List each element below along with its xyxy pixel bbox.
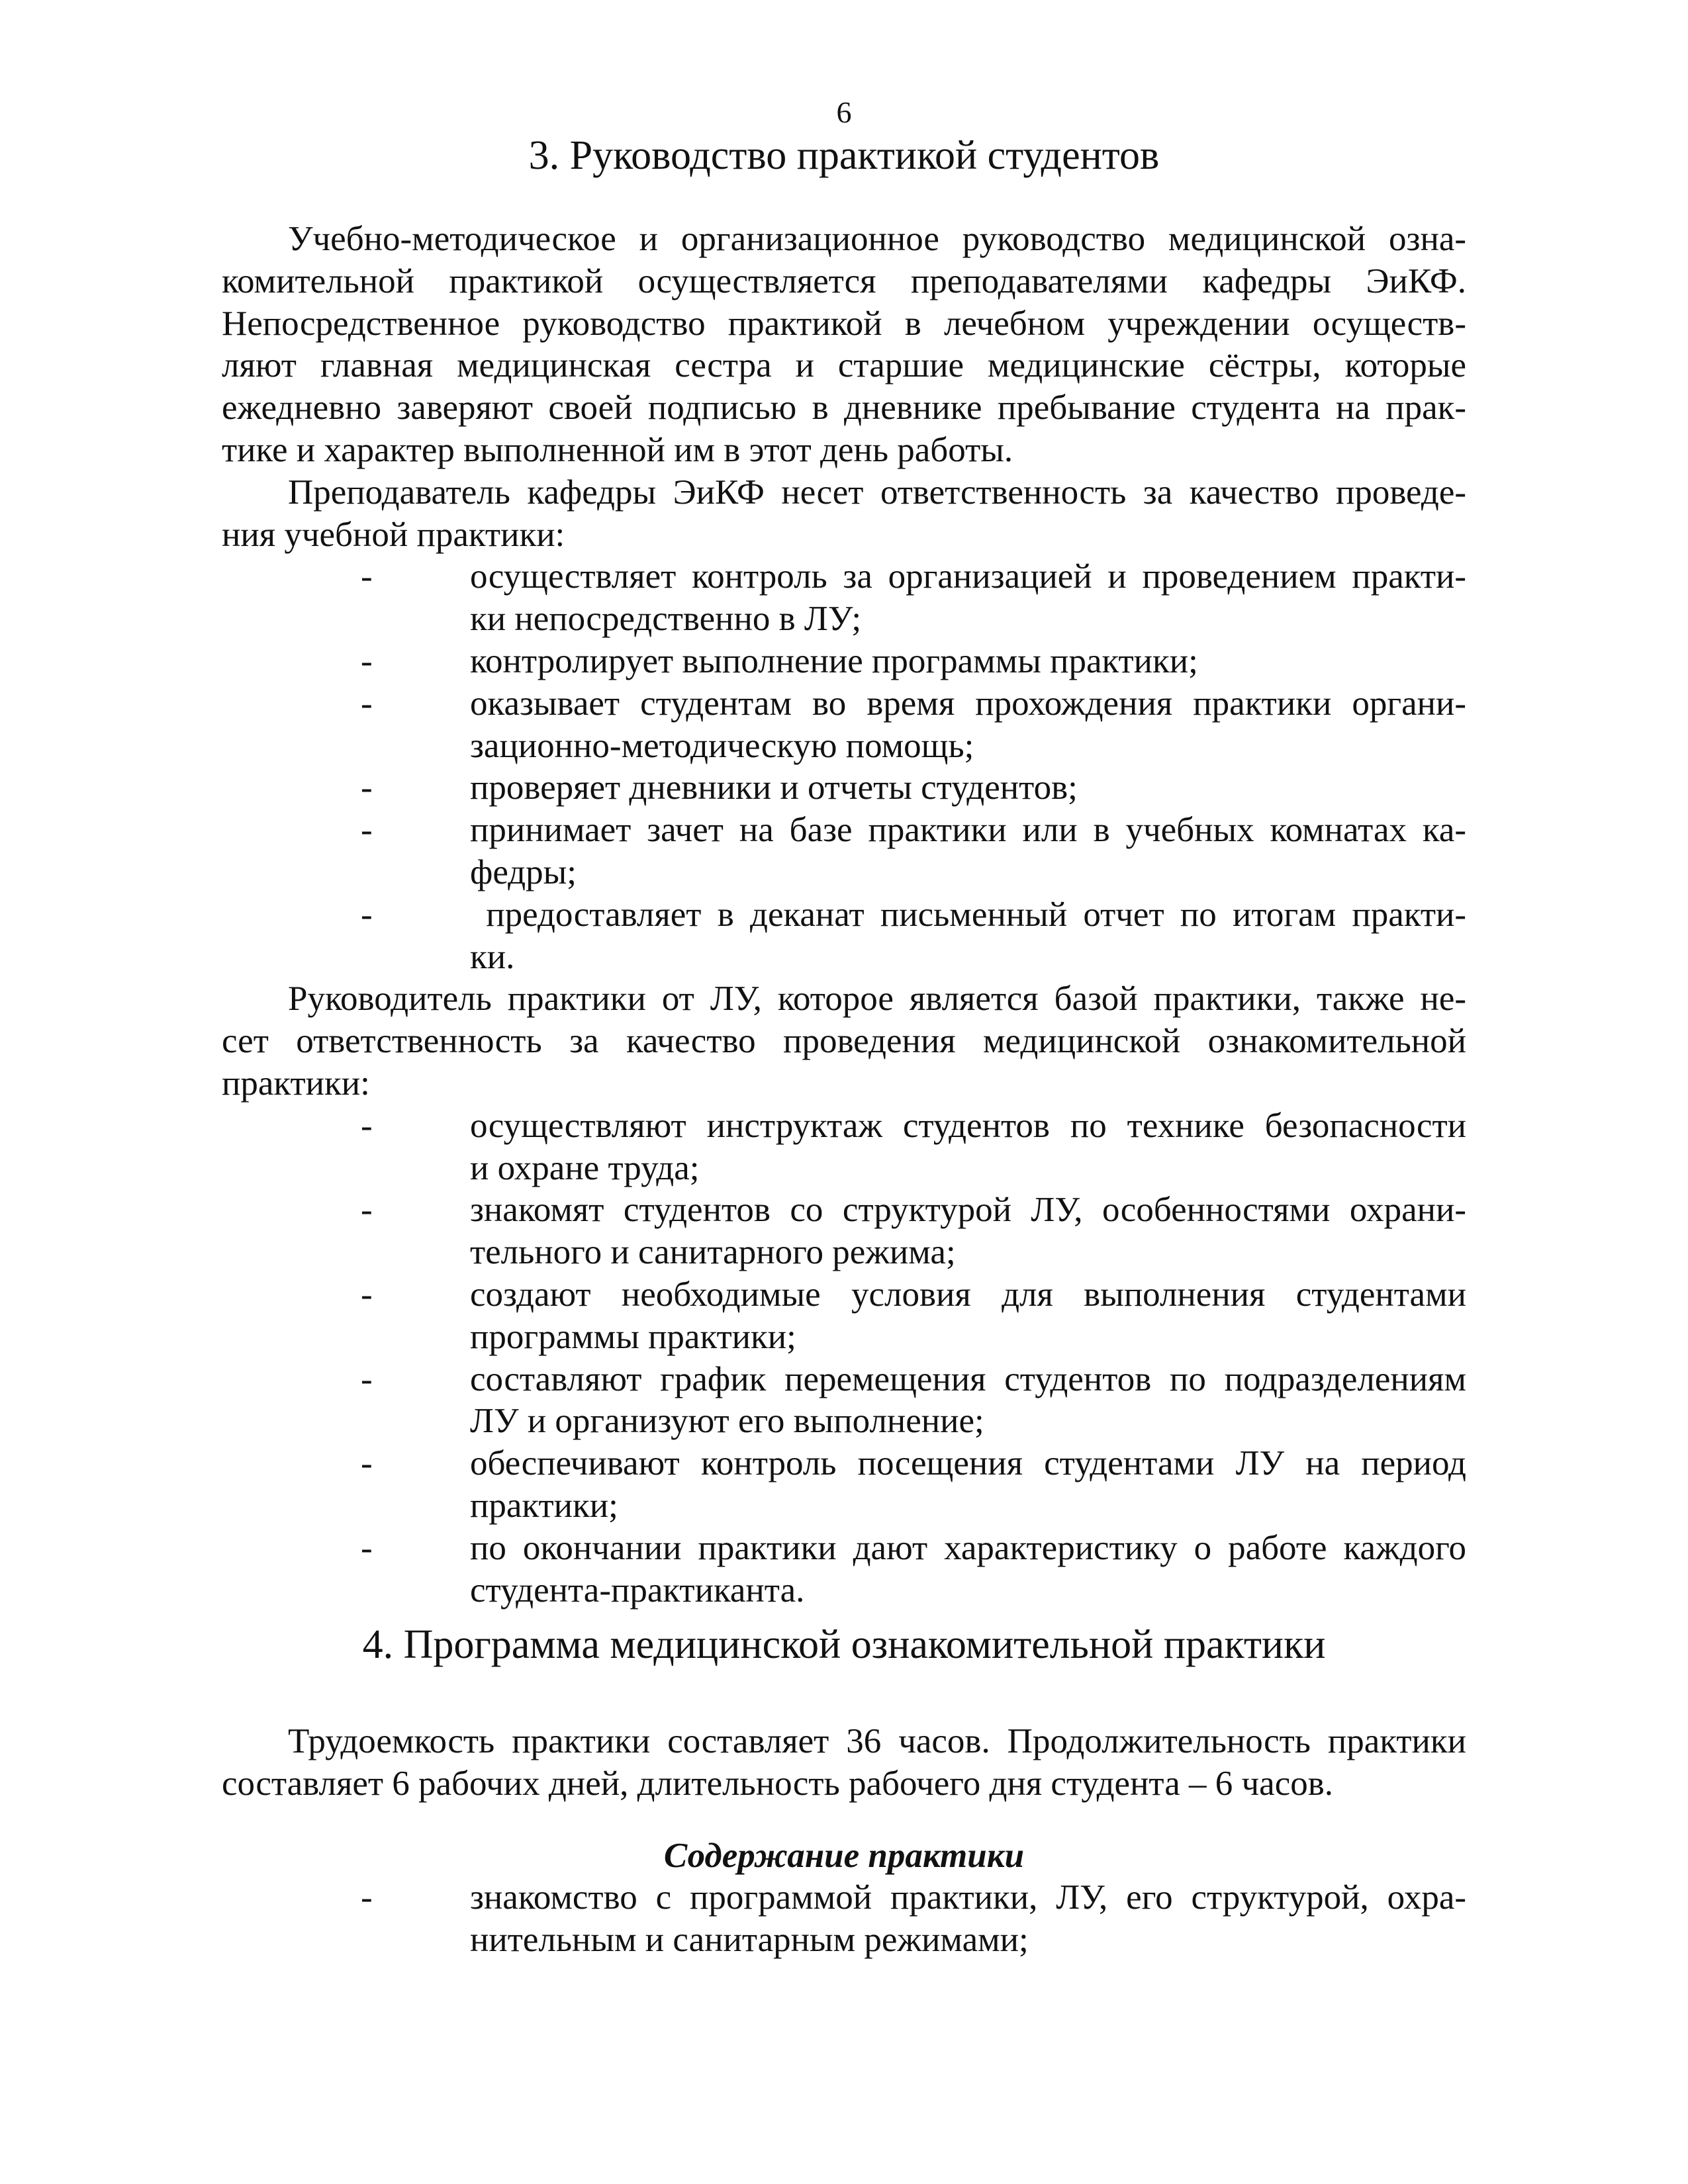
dash-bullet: - — [361, 1444, 373, 1483]
list-item — [222, 683, 1466, 768]
text-line: комительной практикой осуществляется преподавателями кафедры ЭиКФ. — [222, 261, 1466, 300]
section-4-body — [222, 1721, 1466, 1962]
list-item-line: осуществляет контроль за организацией и проведением практи- — [470, 557, 1466, 596]
list-item-line: составляют график перемещения студентов по подразделениям — [470, 1359, 1466, 1398]
dash-bullet: - — [361, 684, 373, 723]
list-item — [222, 767, 1466, 809]
list-item — [222, 1189, 1466, 1274]
dash-bullet: - — [361, 1191, 373, 1230]
content-list — [222, 1877, 1466, 1962]
list-item-line: проверяет дневники и отчеты студентов; — [470, 768, 1078, 807]
list-item-line: зационно-методическую помощь; — [470, 726, 974, 765]
section-3-title: 3. Руководство практикой студентов — [528, 133, 1160, 178]
dash-bullet: - — [361, 1528, 373, 1567]
list-item-line: практики; — [470, 1486, 618, 1525]
list-item-line: по окончании практики дают характеристику о работе каждого — [470, 1528, 1466, 1567]
list-item-line: знакомят студентов со структурой ЛУ, особенностями охрани- — [470, 1191, 1466, 1230]
section-3-body — [222, 218, 1466, 1612]
dash-bullet: - — [361, 811, 373, 850]
paragraph-supervisor-responsibility — [222, 978, 1466, 1105]
list-item-line: ЛУ и организуют его выполнение; — [470, 1402, 984, 1441]
dash-bullet: - — [361, 1878, 373, 1917]
text-line: составляет 6 рабочих дней, длительность рабочего дня студента – 6 часов. — [222, 1764, 1333, 1803]
content-heading: Содержание практики — [663, 1836, 1025, 1875]
list-item — [222, 809, 1466, 894]
text-line: тике и характер выполненной им в этот день работы. — [222, 430, 1013, 469]
text-line: ния учебной практики: — [222, 515, 565, 554]
list-item-line: программы практики; — [470, 1317, 796, 1356]
list-item-line: ки. — [470, 937, 515, 976]
list-item-line: студента-практиканта. — [470, 1570, 805, 1610]
text-line: ляют главная медицинская сестра и старшие медицинские сёстры, которые — [222, 346, 1466, 385]
teacher-duties-list — [222, 556, 1466, 978]
list-item — [222, 556, 1466, 641]
list-item-line: контролирует выполнение программы практики; — [470, 641, 1198, 680]
list-item — [222, 894, 1466, 979]
list-item-line: и охране труда; — [470, 1148, 700, 1187]
list-item-line: нительным и санитарным режимами; — [470, 1921, 1029, 1960]
paragraph-teacher-responsibility — [222, 472, 1466, 557]
list-item — [222, 1274, 1466, 1359]
list-item-line: обеспечивают контроль посещения студентами ЛУ на период — [470, 1444, 1466, 1483]
text-line: Учебно-методическое и организационное руководство медицинской озна- — [288, 220, 1466, 258]
text-line: Преподаватель кафедры ЭиКФ несет ответственность за качество проведе- — [288, 473, 1466, 512]
list-item — [222, 1877, 1466, 1962]
list-item-line: предоставляет в деканат письменный отчет по итогам практи- — [470, 895, 1466, 934]
list-item-line: тельного и санитарного режима; — [470, 1233, 956, 1272]
list-item-line: ки непосредственно в ЛУ; — [470, 600, 862, 639]
list-item-line: создают необходимые условия для выполнения студентами — [470, 1275, 1466, 1314]
list-item-line: принимает зачет на базе практики или в учебных комнатах ка- — [470, 811, 1466, 850]
supervisor-duties-list — [222, 1105, 1466, 1612]
list-item-line: федры; — [470, 852, 577, 891]
dash-bullet: - — [361, 1275, 373, 1314]
list-item — [222, 1527, 1466, 1612]
list-item — [222, 1443, 1466, 1527]
dash-bullet: - — [361, 768, 373, 807]
list-item-line: знакомство с программой практики, ЛУ, его структурой, охра- — [470, 1878, 1466, 1917]
text-line: ежедневно заверяют своей подписью в дневнике пребывание студента на прак- — [222, 388, 1466, 428]
text-line: сет ответственность за качество проведения медицинской ознакомительной — [222, 1022, 1466, 1061]
list-item — [222, 641, 1466, 683]
dash-bullet: - — [361, 641, 373, 680]
paragraph-leadership — [222, 218, 1466, 472]
list-item — [222, 1359, 1466, 1443]
dash-bullet: - — [361, 895, 373, 934]
dash-bullet: - — [361, 1106, 373, 1145]
text-line: Трудоемкость практики составляет 36 часов. Продолжительность практики — [288, 1722, 1466, 1760]
dash-bullet: - — [361, 557, 373, 596]
dash-bullet: - — [361, 1359, 373, 1398]
list-item-line: оказывает студентам во время прохождения практики органи- — [470, 684, 1466, 723]
page-number: 6 — [836, 95, 852, 129]
text-line: практики: — [222, 1064, 370, 1103]
list-item — [222, 1105, 1466, 1190]
text-line: Непосредственное руководство практикой в лечебном учреждении осуществ- — [222, 304, 1466, 343]
text-line: Руководитель практики от ЛУ, которое является базой практики, также не- — [288, 979, 1466, 1019]
list-item-line: осуществляют инструктаж студентов по технике безопасности — [470, 1106, 1466, 1145]
section-4-title: 4. Программа медицинской ознакомительной практики — [362, 1622, 1326, 1667]
paragraph-workload — [222, 1721, 1466, 1805]
